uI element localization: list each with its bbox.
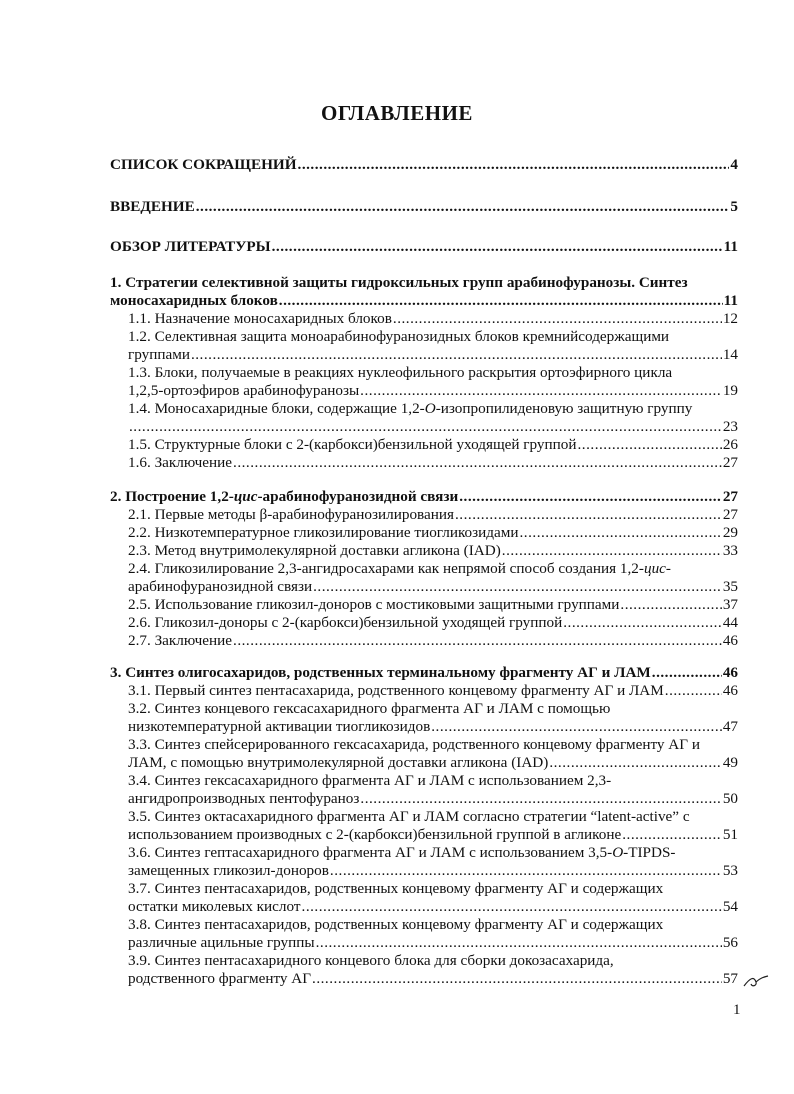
text-segment: 3. Синтез олигосахаридов, родственных терминальному фрагменту АГ и ЛАМ: [110, 664, 651, 681]
toc-entry-line: [110, 400, 738, 418]
toc-entry-text: [110, 198, 195, 216]
leader-dots: [313, 578, 722, 596]
text-segment: 3.9. Синтез пентасахаридного концевого блока для сборки докозасахарида,: [128, 952, 614, 969]
toc-entry-line: [110, 364, 738, 382]
toc-entry[interactable]: [110, 808, 738, 844]
toc-page-number: 33: [722, 542, 738, 559]
text-segment: 3.5. Синтез октасахаридного фрагмента АГ и ЛАМ согласно стратегии “latent-active” с: [128, 808, 690, 825]
text-segment: -изопропилиденовую защитную группу: [435, 400, 693, 417]
toc-page-number: 4: [730, 156, 738, 173]
toc-group-section-3: [110, 664, 738, 988]
toc-entry-text: [128, 916, 663, 934]
leader-dots: [191, 346, 722, 364]
page-number: 1: [733, 1002, 741, 1018]
toc-page-number: 5: [730, 198, 738, 215]
toc-entry[interactable]: [110, 310, 738, 328]
text-segment: 1.1. Назначение моносахаридных блоков: [128, 310, 392, 327]
toc-entry-line: [110, 198, 738, 216]
text-segment: 1.5. Структурные блоки с 2-(карбокси)бензильной уходящей группой: [128, 436, 577, 453]
leader-dots: [312, 970, 722, 988]
toc-group-section-2: [110, 488, 738, 650]
toc-entry-line: [110, 682, 738, 700]
toc-entry[interactable]: [110, 682, 738, 700]
toc-page-number: 11: [723, 292, 738, 309]
text-segment: 1.3. Блоки, получаемые в реакциях нуклеофильного раскрытия ортоэфирного цикла: [128, 364, 673, 381]
toc-entry-line: [110, 596, 738, 614]
toc-entry-text: [110, 488, 458, 506]
text-segment: 2. Построение 1,2-: [110, 488, 234, 505]
toc-entry-text: [128, 862, 329, 880]
leader-dots: [620, 596, 721, 614]
toc-entry-text: [128, 808, 690, 826]
toc-entry-line: [110, 274, 738, 292]
leader-dots: [196, 198, 730, 216]
toc-entry-text: [128, 754, 548, 772]
toc-page-number: 51: [722, 826, 738, 843]
toc-entry-line: [110, 880, 738, 898]
toc-entry-line: [110, 790, 738, 808]
toc-entry-text: [128, 826, 621, 844]
toc-entry-line: [110, 970, 738, 988]
text-segment: СПИСОК СОКРАЩЕНИЙ: [110, 156, 297, 173]
toc-entry-line: [110, 454, 738, 472]
toc-entry-line: [110, 862, 738, 880]
toc-entry[interactable]: [110, 916, 738, 952]
text-segment: замещенных гликозил-доноров: [128, 862, 329, 879]
toc-entry[interactable]: [110, 632, 738, 650]
toc-page-number: 11: [723, 238, 738, 255]
italic-segment: цис: [233, 488, 258, 505]
toc-entry-line: [110, 238, 738, 256]
leader-dots: [272, 238, 723, 256]
text-segment: 3.2. Синтез концевого гексасахаридного фрагмента АГ и ЛАМ с помощью: [128, 700, 611, 717]
text-segment: 2.3. Метод внутримолекулярной доставки агликона (IAD): [128, 542, 501, 559]
leader-dots: [393, 310, 722, 328]
toc-entry[interactable]: [110, 238, 738, 256]
toc-entry[interactable]: [110, 436, 738, 454]
toc-entry-text: [110, 292, 278, 310]
toc-entry-text: [110, 664, 651, 682]
text-segment: 1,2,5-ортоэфиров арабинофуранозы: [128, 382, 360, 399]
toc-entry-line: [110, 542, 738, 560]
toc-entry-line: [110, 488, 738, 506]
leader-dots: [455, 506, 722, 524]
leader-dots: [233, 632, 722, 650]
toc-page-number: 56: [722, 934, 738, 951]
text-segment: 2.6. Гликозил-доноры с 2-(карбокси)бензильной уходящей группой: [128, 614, 563, 631]
leader-dots: [622, 826, 722, 844]
toc-entry[interactable]: [110, 364, 738, 400]
toc-entry-line: [110, 310, 738, 328]
toc-page-number: 12: [722, 310, 738, 327]
toc-entry-text: [128, 632, 232, 650]
text-segment: группами: [128, 346, 190, 363]
leader-dots: [316, 934, 722, 952]
toc-entry-text: [128, 596, 619, 614]
toc-entry-text: [128, 844, 675, 862]
toc-entry-line: [110, 934, 738, 952]
toc-page-number: 46: [722, 664, 738, 681]
toc-entry[interactable]: [110, 700, 738, 736]
toc-group-literature-review: [110, 238, 738, 256]
toc-page-number: 53: [722, 862, 738, 879]
italic-segment: O: [424, 400, 436, 417]
text-segment: арабинофуранозидной связи: [128, 578, 313, 595]
text-segment: 3.6. Синтез гептасахаридного фрагмента АГ и ЛАМ с использованием 3,5-: [128, 844, 613, 861]
text-segment: 3.3. Синтез спейсерированного гексасахарида, родственного концевому фрагменту АГ и: [128, 736, 700, 753]
toc-entry-text: [128, 436, 577, 454]
toc-entry[interactable]: [110, 524, 738, 542]
toc-entry-line: [110, 808, 738, 826]
toc-page-number: 35: [722, 578, 738, 595]
text-segment: различные ацильные группы: [128, 934, 315, 951]
text-segment: ВВЕДЕНИЕ: [110, 198, 195, 215]
text-segment: 2.5. Использование гликозил-доноров с мостиковыми защитными группами: [128, 596, 620, 613]
toc-entry-text: [128, 310, 392, 328]
toc-entry-line: [110, 346, 738, 364]
page-title: ОГЛАВЛЕНИЕ: [321, 101, 473, 125]
toc-entry-line: [110, 436, 738, 454]
leader-dots: [298, 156, 730, 174]
leader-dots: [360, 790, 721, 808]
text-segment: 3.1. Первый синтез пентасахарида, родственного концевому фрагменту АГ и ЛАМ: [128, 682, 664, 699]
toc-group-section-1: [110, 274, 738, 472]
toc-entry-line: [110, 826, 738, 844]
toc-entry-line: [110, 560, 738, 578]
toc-entry-text: [128, 560, 671, 578]
toc-entry-text: [128, 614, 562, 632]
text-segment: остатки миколевых кислот: [128, 898, 301, 915]
toc-entry[interactable]: [110, 844, 738, 880]
toc-entry[interactable]: [110, 736, 738, 772]
toc-entry[interactable]: [110, 454, 738, 472]
italic-segment: O: [612, 844, 624, 861]
leader-dots: [459, 488, 722, 506]
toc-entry[interactable]: [110, 506, 738, 524]
toc-entry-line: [110, 736, 738, 754]
toc-entry-text: [128, 524, 519, 542]
leader-dots: [233, 454, 722, 472]
leader-dots: [431, 718, 722, 736]
leader-dots: [279, 292, 723, 310]
toc-page-number: 46: [722, 682, 738, 699]
toc-entry[interactable]: [110, 560, 738, 596]
toc-page-number: 26: [722, 436, 738, 453]
toc-entry[interactable]: [110, 614, 738, 632]
toc-entry-text: [128, 880, 663, 898]
leader-dots: [502, 542, 722, 560]
text-segment: -арабинофуранозидной связи: [257, 488, 459, 505]
toc-page-number: 46: [722, 632, 738, 649]
text-segment: -: [665, 560, 671, 577]
toc-entry-line: [110, 916, 738, 934]
toc-entry-text: [128, 934, 315, 952]
toc-entry-line: [110, 700, 738, 718]
italic-segment: цис: [643, 560, 666, 577]
text-segment: -TIPDS-: [623, 844, 676, 861]
text-segment: ОБЗОР ЛИТЕРАТУРЫ: [110, 238, 271, 255]
toc-entry-line: [110, 578, 738, 596]
toc-entry[interactable]: [110, 952, 738, 988]
text-segment: 2.7. Заключение: [128, 632, 233, 649]
text-segment: 3.7. Синтез пентасахаридов, родственных концевому фрагменту АГ и содержащих: [128, 880, 664, 897]
text-segment: 3.4. Синтез гексасахаридного фрагмента АГ и ЛАМ с использованием 2,3-: [128, 772, 612, 789]
toc-group-abbreviations: [110, 156, 738, 174]
text-segment: 3.8. Синтез пентасахаридов, родственных концевому фрагменту АГ и содержащих: [128, 916, 664, 933]
toc-entry-text: [128, 898, 301, 916]
text-segment: 2.1. Первые методы β-арабинофуранозилирования: [128, 506, 454, 523]
toc-entry-line: [110, 156, 738, 174]
leader-dots: [520, 524, 722, 542]
toc-page-number: 19: [722, 382, 738, 399]
text-segment: моносахаридных блоков: [110, 292, 278, 309]
toc-page-number: 50: [722, 790, 738, 807]
toc-entry-text: [128, 400, 692, 418]
leader-dots: [578, 436, 722, 454]
toc-entry[interactable]: [110, 488, 738, 506]
toc-entry-line: [110, 772, 738, 790]
toc-entry[interactable]: [110, 156, 738, 174]
toc-entry[interactable]: [110, 596, 738, 614]
toc-group-introduction: [110, 198, 738, 216]
toc-entry-line: [110, 382, 738, 400]
toc-page-number: 57: [722, 970, 738, 987]
text-segment: ангидропроизводных пентофураноз: [128, 790, 360, 807]
toc-entry-text: [110, 274, 688, 292]
toc-entry-text: [128, 718, 430, 736]
toc-entry-line: [110, 292, 738, 310]
toc-entry-text: [128, 346, 190, 364]
text-segment: 2.4. Гликозилирование 2,3-ангидросахарами как непрямой способ создания 1,2-: [128, 560, 644, 577]
toc-entry-text: [128, 970, 311, 988]
toc-entry[interactable]: [110, 772, 738, 808]
toc-entry-text: [128, 772, 611, 790]
text-segment: 1.6. Заключение: [128, 454, 233, 471]
toc-entry[interactable]: [110, 328, 738, 364]
toc-page-number: 14: [722, 346, 738, 363]
toc-entry-text: [110, 156, 297, 174]
toc-entry-line: [110, 328, 738, 346]
toc-page-number: 29: [722, 524, 738, 541]
toc-page-number: 27: [722, 506, 738, 523]
toc-entry-text: [128, 382, 359, 400]
toc-entry-text: [128, 542, 501, 560]
toc-entry-line: [110, 844, 738, 862]
leader-dots: [549, 754, 721, 772]
toc-entry-text: [128, 790, 359, 808]
toc-page-number: 27: [722, 488, 738, 505]
leader-dots: [563, 614, 722, 632]
text-segment: 1. Стратегии селективной защиты гидроксильных групп арабинофуранозы. Синтез: [110, 274, 688, 291]
toc-page-number: 37: [722, 596, 738, 613]
text-segment: 1.4. Моносахаридные блоки, содержащие 1,2-: [128, 400, 425, 417]
text-segment: родственного фрагменту АГ: [128, 970, 312, 987]
leader-dots: [360, 382, 722, 400]
toc-entry[interactable]: [110, 664, 738, 682]
toc-entry-text: [128, 506, 454, 524]
toc-entry[interactable]: [110, 880, 738, 916]
toc-page-number: 47: [722, 718, 738, 735]
toc-entry-text: [128, 736, 700, 754]
toc-entry-line: [110, 506, 738, 524]
text-segment: ЛАМ, с помощью внутримолекулярной доставки агликона (IAD): [128, 754, 549, 771]
handwritten-mark-icon: [742, 972, 770, 992]
toc-entry-text: [128, 364, 672, 382]
toc-entry-text: [128, 328, 669, 346]
toc-entry[interactable]: [110, 198, 738, 216]
toc-entry-line: [110, 614, 738, 632]
toc-page-number: 27: [722, 454, 738, 471]
toc-entry[interactable]: [110, 542, 738, 560]
toc-entry-text: [128, 454, 232, 472]
toc-page-number: 23: [722, 418, 738, 435]
toc-entry[interactable]: [110, 400, 738, 436]
leader-dots: [302, 898, 722, 916]
text-segment: 2.2. Низкотемпературное гликозилирование тиогликозидами: [128, 524, 519, 541]
toc-page-number: 44: [722, 614, 738, 631]
toc-entry-line: [110, 524, 738, 542]
toc-page-number: 49: [722, 754, 738, 771]
leader-dots: [652, 664, 722, 682]
toc-entry[interactable]: [110, 274, 738, 310]
leader-dots: [330, 862, 722, 880]
text-segment: использованием производных с 2-(карбокси)бензильной группой в агликоне: [128, 826, 622, 843]
toc-entry-text: [128, 578, 312, 596]
toc-entry-line: [110, 754, 738, 772]
toc-entry-text: [128, 700, 610, 718]
toc-entry-text: [128, 952, 614, 970]
toc-entry-line: [110, 952, 738, 970]
toc-entry-line: [110, 418, 738, 436]
text-segment: низкотемпературной активации тиогликозидов: [128, 718, 431, 735]
toc-entry-text: [128, 682, 664, 700]
text-segment: 1.2. Селективная защита моноарабинофуранозидных блоков кремнийсодержащими: [128, 328, 670, 345]
toc-entry-line: [110, 632, 738, 650]
toc-entry-text: [110, 238, 271, 256]
toc-entry-line: [110, 718, 738, 736]
toc-page-number: 54: [722, 898, 738, 915]
leader-dots: [129, 418, 722, 436]
toc-entry-line: [110, 664, 738, 682]
leader-dots: [665, 682, 722, 700]
toc-entry-line: [110, 898, 738, 916]
